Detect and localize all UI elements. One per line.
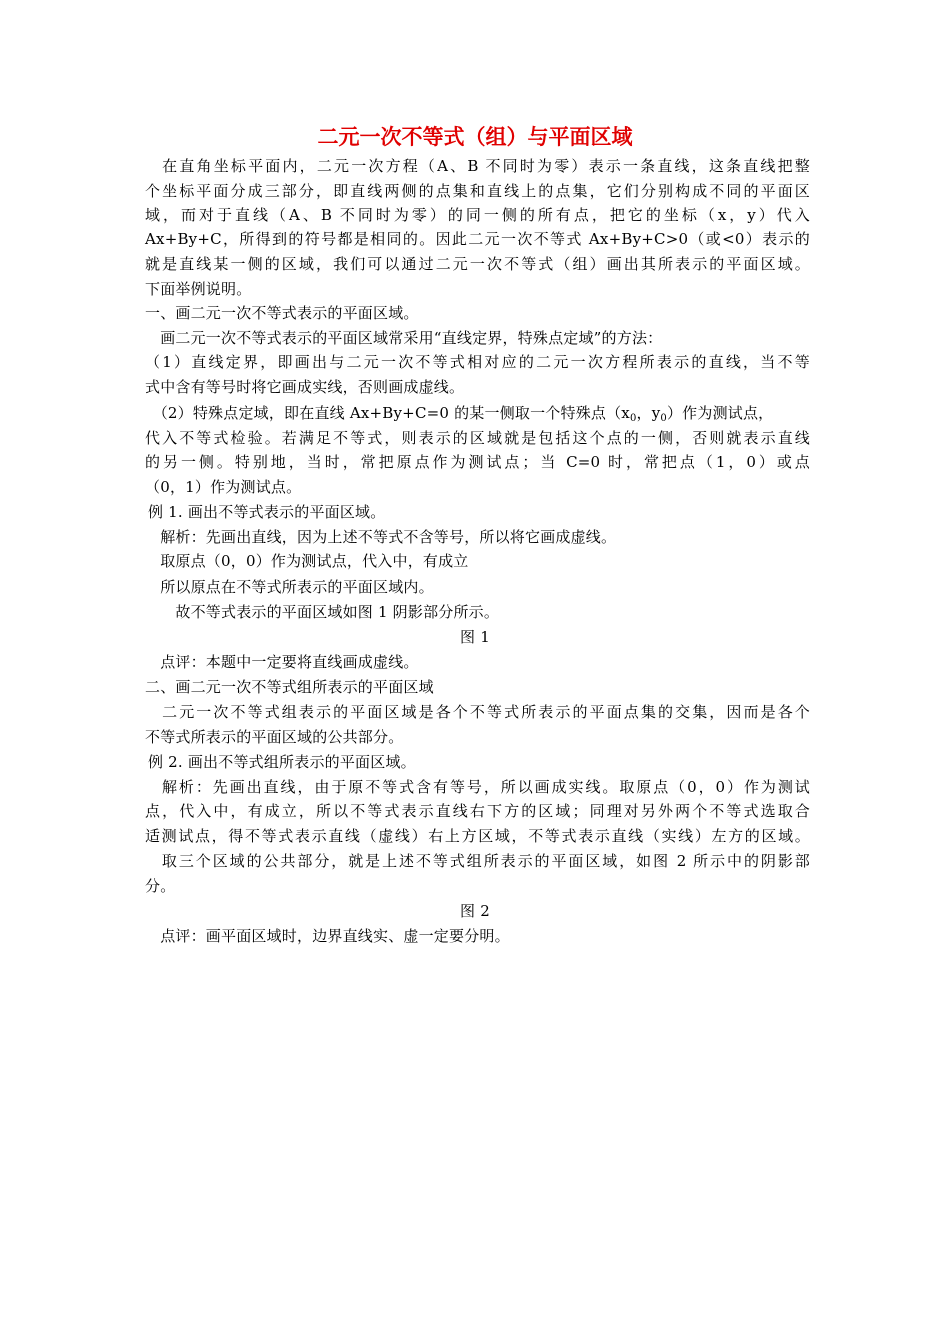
example-1: 例 1. 画出不等式表示的平面区域。	[148, 503, 386, 521]
intro-line: 个坐标平面分成三部分，即直线两侧的点集和直线上的点集，它们分别构成不同的平面区	[145, 182, 810, 200]
step2-line: （0，1）作为测试点。	[145, 478, 302, 496]
example-2-analysis: 分。	[145, 877, 176, 895]
example-2-analysis: 取三个区域的公共部分，就是上述不等式组所表示的平面区域，如图 2 所示中的阴影部	[145, 852, 810, 870]
example-2-analysis: 点，代入中，有成立，所以不等式表示直线右下方的区域；同理对另外两个不等式选取合	[145, 802, 810, 820]
section2-desc: 不等式所表示的平面区域的公共部分。	[145, 728, 404, 746]
example-2-analysis: 适测试点，得不等式表示直线（虚线）右上方区域，不等式表示直线（实线）左方的区域。	[145, 827, 810, 845]
subscript-zero: 0	[660, 413, 667, 424]
document-title: 二元一次不等式（组）与平面区域	[317, 124, 633, 149]
step2-line: 的另一侧。特别地，当时，常把原点作为测试点；当 C=0 时，常把点（1，0）或点	[145, 453, 810, 471]
comment-1: 点评：本题中一定要将直线画成虚线。	[145, 653, 419, 671]
example-2: 例 2. 画出不等式组所表示的平面区域。	[148, 753, 416, 771]
step1-line: （1）直线定界，即画出与二元一次不等式相对应的二元一次方程所表示的直线，当不等	[145, 353, 810, 371]
example-1-analysis: 取原点（0，0）作为测试点，代入中，有成立	[145, 552, 469, 570]
intro-line: 下面举例说明。	[145, 280, 252, 298]
step2-first-line: （2）特殊点定域，即在直线 Ax+By+C=0 的某一侧取一个特殊点（$x_0$，$y_0$）作为测试点，	[145, 404, 774, 424]
figure-2-caption: 图 2	[460, 902, 490, 920]
section2-desc: 二元一次不等式组表示的平面区域是各个不等式所表示的平面点集的交集，因而是各个	[145, 703, 810, 721]
intro-line: Ax+By+C，所得到的符号都是相同的。因此二元一次不等式 Ax+By+C>0（或<0）表示的	[145, 230, 810, 248]
example-1-analysis: 故不等式表示的平面区域如图 1 阴影部分所示。	[145, 603, 500, 621]
subscript-zero: 0	[629, 413, 637, 424]
figure-1-caption: 图 1	[460, 628, 490, 646]
comment-2: 点评：画平面区域时，边界直线实、虚一定要分明。	[145, 927, 510, 945]
example-1-analysis: 所以原点在不等式所表示的平面区域内。	[145, 578, 434, 596]
intro-line: 就是直线某一侧的区域，我们可以通过二元一次不等式（组）画出其所表示的平面区域。	[145, 255, 810, 273]
example-2-analysis: 解析：先画出直线，由于原不等式含有等号，所以画成实线。取原点（0，0）作为测试	[145, 778, 810, 796]
step1-line: 式中含有等号时将它画成实线，否则画成虚线。	[145, 378, 465, 396]
section1-heading: 一、画二元一次不等式表示的平面区域。	[145, 304, 419, 322]
example-1-analysis: 解析：先画出直线，因为上述不等式不含等号，所以将它画成虚线。	[145, 528, 617, 546]
section1-method: 画二元一次不等式表示的平面区域常采用“直线定界，特殊点定域”的方法：	[145, 329, 663, 347]
step2-line: 代入不等式检验。若满足不等式，则表示的区域就是包括这个点的一侧，否则就表示直线	[145, 429, 810, 447]
intro-line: 在直角坐标平面内，二元一次方程（A、B 不同时为零）表示一条直线，这条直线把整	[145, 157, 810, 175]
intro-line: 域，而对于直线（A、B 不同时为零）的同一侧的所有点，把它的坐标（x，y）代入	[145, 206, 810, 224]
section2-heading: 二、画二元一次不等式组所表示的平面区域	[145, 678, 434, 696]
